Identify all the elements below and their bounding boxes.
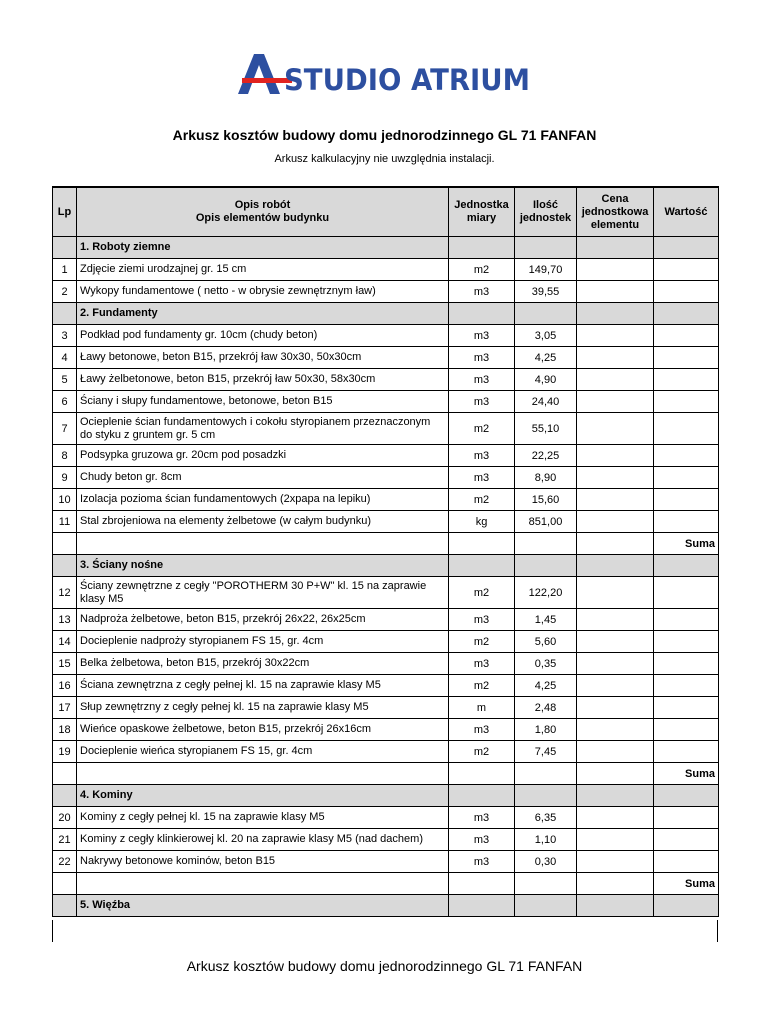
row-quantity: 0,35 (515, 653, 577, 675)
row-description: Zdjęcie ziemi urodzajnej gr. 15 cm (77, 259, 449, 281)
table-row (53, 697, 719, 719)
row-number: 22 (53, 851, 77, 873)
table-row (53, 577, 719, 609)
document-subtitle: Arkusz kalkulacyjny nie uwzględnia instalacji. (274, 153, 495, 165)
row-quantity: 7,45 (515, 741, 577, 763)
section-qty-cell (515, 303, 577, 325)
row-unit: m2 (449, 741, 515, 763)
subtotal-qty-cell (515, 873, 577, 895)
row-unit-price (577, 631, 654, 653)
row-value (654, 741, 719, 763)
row-quantity: 1,80 (515, 719, 577, 741)
row-unit: m3 (449, 719, 515, 741)
row-quantity: 3,05 (515, 325, 577, 347)
table-row (53, 281, 719, 303)
table-row (53, 675, 719, 697)
row-unit: m2 (449, 259, 515, 281)
table-row (53, 609, 719, 631)
section-header-row (53, 303, 719, 325)
table-row (53, 851, 719, 873)
row-number: 19 (53, 741, 77, 763)
section-value-cell (654, 237, 719, 259)
subtotal-label: Suma (654, 533, 719, 555)
row-number: 4 (53, 347, 77, 369)
row-quantity: 4,90 (515, 369, 577, 391)
section-header-row (53, 237, 719, 259)
row-value (654, 467, 719, 489)
row-quantity: 8,90 (515, 467, 577, 489)
row-description: Kominy z cegły klinkierowej kl. 20 na zaprawie klasy M5 (nad dachem) (77, 829, 449, 851)
header-unit (449, 187, 515, 237)
logo-graphic (238, 52, 538, 96)
row-unit-price (577, 391, 654, 413)
row-value (654, 829, 719, 851)
row-unit: m2 (449, 675, 515, 697)
row-unit: kg (449, 511, 515, 533)
section-title: 5. Więźba (77, 895, 449, 917)
row-value (654, 609, 719, 631)
logo-a-mark (238, 54, 280, 94)
row-unit: m (449, 697, 515, 719)
table-row (53, 511, 719, 533)
row-quantity: 1,45 (515, 609, 577, 631)
subtotal-row (53, 763, 719, 785)
section-title: 4. Kominy (77, 785, 449, 807)
section-lp-cell (53, 303, 77, 325)
row-unit: m3 (449, 609, 515, 631)
table-row (53, 631, 719, 653)
section-title: 2. Fundamenty (77, 303, 449, 325)
row-value (654, 631, 719, 653)
section-header-row (53, 895, 719, 917)
section-header-row (53, 555, 719, 577)
row-value (654, 369, 719, 391)
table-body (53, 237, 719, 917)
table-row (53, 719, 719, 741)
logo-text: STUDIO ATRIUM (284, 63, 530, 96)
section-unit-cell (449, 895, 515, 917)
row-number: 13 (53, 609, 77, 631)
table-row (53, 347, 719, 369)
section-unit-cell (449, 237, 515, 259)
table-row (53, 741, 719, 763)
row-value (654, 391, 719, 413)
section-unit-cell (449, 555, 515, 577)
table-row (53, 259, 719, 281)
row-description: Słup zewnętrzny z cegły pełnej kl. 15 na zaprawie klasy M5 (77, 697, 449, 719)
section-lp-cell (53, 785, 77, 807)
header-quantity-line2: jednostek (519, 212, 572, 224)
row-number: 16 (53, 675, 77, 697)
row-unit: m3 (449, 807, 515, 829)
row-quantity: 22,25 (515, 445, 577, 467)
row-number: 7 (53, 413, 77, 445)
row-quantity: 39,55 (515, 281, 577, 303)
row-number: 12 (53, 577, 77, 609)
section-lp-cell (53, 555, 77, 577)
row-unit: m3 (449, 467, 515, 489)
row-unit-price (577, 325, 654, 347)
row-unit: m3 (449, 829, 515, 851)
row-quantity: 4,25 (515, 675, 577, 697)
header-value: Wartość (654, 187, 719, 237)
subtotal-lp-cell (53, 763, 77, 785)
section-value-cell (654, 555, 719, 577)
table-row (53, 325, 719, 347)
row-quantity: 6,35 (515, 807, 577, 829)
row-number: 18 (53, 719, 77, 741)
subtotal-label: Suma (654, 763, 719, 785)
row-unit: m3 (449, 347, 515, 369)
row-value (654, 325, 719, 347)
row-value (654, 445, 719, 467)
row-unit: m3 (449, 369, 515, 391)
row-description: Belka żelbetowa, beton B15, przekrój 30x22cm (77, 653, 449, 675)
row-number: 21 (53, 829, 77, 851)
row-number: 14 (53, 631, 77, 653)
row-quantity: 1,10 (515, 829, 577, 851)
row-value (654, 577, 719, 609)
row-unit-price (577, 413, 654, 445)
subtotal-unit-cell (449, 533, 515, 555)
subtotal-desc-cell (77, 763, 449, 785)
header-quantity-line1: Ilość (532, 199, 559, 211)
row-unit-price (577, 489, 654, 511)
row-quantity: 2,48 (515, 697, 577, 719)
row-unit-price (577, 511, 654, 533)
row-unit: m3 (449, 281, 515, 303)
section-price-cell (577, 895, 654, 917)
subtotal-price-cell (577, 763, 654, 785)
row-number: 15 (53, 653, 77, 675)
row-unit: m3 (449, 391, 515, 413)
row-number: 17 (53, 697, 77, 719)
row-number: 8 (53, 445, 77, 467)
document-title: Arkusz kosztów budowy domu jednorodzinnego GL 71 FANFAN (172, 127, 597, 143)
header-unit-line2: miary (466, 212, 497, 224)
row-description: Chudy beton gr. 8cm (77, 467, 449, 489)
section-lp-cell (53, 895, 77, 917)
section-header-row (53, 785, 719, 807)
row-description: Izolacja pozioma ścian fundamentowych (2xpapa na lepiku) (77, 489, 449, 511)
row-number: 2 (53, 281, 77, 303)
row-unit: m2 (449, 489, 515, 511)
row-description: Kominy z cegły pełnej kl. 15 na zaprawie klasy M5 (77, 807, 449, 829)
row-description: Ściany i słupy fundamentowe, betonowe, beton B15 (77, 391, 449, 413)
header-quantity (515, 187, 577, 237)
row-value (654, 511, 719, 533)
row-value (654, 347, 719, 369)
row-unit-price (577, 347, 654, 369)
row-unit-price (577, 697, 654, 719)
page-footer: Arkusz kosztów budowy domu jednorodzinnego GL 71 FANFAN (186, 958, 583, 974)
table-row (53, 369, 719, 391)
header-description-line1: Opis robót (234, 199, 291, 211)
table-continuation (52, 920, 718, 942)
row-quantity: 55,10 (515, 413, 577, 445)
section-value-cell (654, 785, 719, 807)
header-description-line2: Opis elementów budynku (195, 212, 330, 224)
subtotal-lp-cell (53, 873, 77, 895)
row-description: Ściana zewnętrzna z cegły pełnej kl. 15 na zaprawie klasy M5 (77, 675, 449, 697)
row-description: Podkład pod fundamenty gr. 10cm (chudy beton) (77, 325, 449, 347)
section-lp-cell (53, 237, 77, 259)
row-value (654, 675, 719, 697)
header-description (77, 187, 449, 237)
row-description: Stal zbrojeniowa na elementy żelbetowe (w całym budynku) (77, 511, 449, 533)
row-quantity: 851,00 (515, 511, 577, 533)
section-qty-cell (515, 785, 577, 807)
table-row (53, 445, 719, 467)
section-qty-cell (515, 555, 577, 577)
studio-atrium-logo (238, 52, 538, 96)
row-quantity: 122,20 (515, 577, 577, 609)
header-lp: Lp (53, 187, 77, 237)
row-value (654, 489, 719, 511)
row-unit: m2 (449, 577, 515, 609)
row-description: Ławy żelbetonowe, beton B15, przekrój ław 50x30, 58x30cm (77, 369, 449, 391)
table-header-row (53, 187, 719, 237)
section-unit-cell (449, 785, 515, 807)
subtotal-price-cell (577, 533, 654, 555)
row-unit-price (577, 741, 654, 763)
row-unit-price (577, 609, 654, 631)
row-description: Podsypka gruzowa gr. 20cm pod posadzki (77, 445, 449, 467)
row-unit-price (577, 675, 654, 697)
section-price-cell (577, 555, 654, 577)
row-unit-price (577, 829, 654, 851)
row-unit: m2 (449, 413, 515, 445)
row-unit-price (577, 445, 654, 467)
section-value-cell (654, 895, 719, 917)
subtotal-row (53, 533, 719, 555)
section-price-cell (577, 785, 654, 807)
row-quantity: 5,60 (515, 631, 577, 653)
row-unit: m3 (449, 445, 515, 467)
header-unit-price-line3: elementu (590, 218, 640, 231)
section-unit-cell (449, 303, 515, 325)
row-description: Nakrywy betonowe kominów, beton B15 (77, 851, 449, 873)
subtotal-desc-cell (77, 873, 449, 895)
row-number: 3 (53, 325, 77, 347)
row-value (654, 807, 719, 829)
row-value (654, 851, 719, 873)
section-price-cell (577, 237, 654, 259)
row-unit: m3 (449, 653, 515, 675)
table-row (53, 413, 719, 445)
section-qty-cell (515, 237, 577, 259)
row-description: Ściany zewnętrzne z cegły "POROTHERM 30 P+W" kl. 15 na zaprawie klasy M5 (77, 577, 449, 609)
table-row (53, 829, 719, 851)
header-unit-price-line1: Cena (601, 192, 629, 205)
row-unit-price (577, 281, 654, 303)
header-unit-price (577, 187, 654, 237)
header-unit-price-line2: jednostkowa (581, 205, 649, 218)
section-value-cell (654, 303, 719, 325)
row-quantity: 149,70 (515, 259, 577, 281)
subtotal-row (53, 873, 719, 895)
subtotal-unit-cell (449, 873, 515, 895)
row-description: Docieplenie nadproży styropianem FS 15, gr. 4cm (77, 631, 449, 653)
row-description: Docieplenie wieńca styropianem FS 15, gr. 4cm (77, 741, 449, 763)
row-number: 20 (53, 807, 77, 829)
row-value (654, 697, 719, 719)
row-value (654, 259, 719, 281)
subtotal-price-cell (577, 873, 654, 895)
row-description: Wieńce opaskowe żelbetowe, beton B15, przekrój 26x16cm (77, 719, 449, 741)
row-unit-price (577, 719, 654, 741)
section-price-cell (577, 303, 654, 325)
row-unit-price (577, 851, 654, 873)
row-quantity: 0,30 (515, 851, 577, 873)
row-unit: m2 (449, 631, 515, 653)
row-number: 10 (53, 489, 77, 511)
row-unit-price (577, 467, 654, 489)
section-title: 3. Ściany nośne (77, 555, 449, 577)
table-row (53, 653, 719, 675)
row-value (654, 719, 719, 741)
row-unit: m3 (449, 851, 515, 873)
header-unit-line1: Jednostka (454, 199, 509, 211)
row-unit-price (577, 653, 654, 675)
row-unit-price (577, 369, 654, 391)
row-quantity: 4,25 (515, 347, 577, 369)
row-number: 9 (53, 467, 77, 489)
row-quantity: 24,40 (515, 391, 577, 413)
row-unit-price (577, 807, 654, 829)
subtotal-unit-cell (449, 763, 515, 785)
row-unit-price (577, 259, 654, 281)
row-value (654, 653, 719, 675)
subtotal-lp-cell (53, 533, 77, 555)
subtotal-desc-cell (77, 533, 449, 555)
row-description: Nadproża żelbetowe, beton B15, przekrój 26x22, 26x25cm (77, 609, 449, 631)
row-number: 11 (53, 511, 77, 533)
row-number: 1 (53, 259, 77, 281)
table-row (53, 391, 719, 413)
table-row (53, 489, 719, 511)
row-number: 5 (53, 369, 77, 391)
cost-table (52, 186, 719, 917)
section-qty-cell (515, 895, 577, 917)
row-value (654, 281, 719, 303)
table-row (53, 807, 719, 829)
subtotal-qty-cell (515, 763, 577, 785)
subtotal-qty-cell (515, 533, 577, 555)
row-description: Wykopy fundamentowe ( netto - w obrysie zewnętrznym ław) (77, 281, 449, 303)
row-unit-price (577, 577, 654, 609)
row-unit: m3 (449, 325, 515, 347)
row-quantity: 15,60 (515, 489, 577, 511)
section-title: 1. Roboty ziemne (77, 237, 449, 259)
subtotal-label: Suma (654, 873, 719, 895)
row-description: Ocieplenie ścian fundamentowych i cokołu styropianem przeznaczonym do styku z gruntem gr. 5 cm (77, 413, 449, 445)
row-value (654, 413, 719, 445)
row-number: 6 (53, 391, 77, 413)
table-row (53, 467, 719, 489)
row-description: Ławy betonowe, beton B15, przekrój ław 30x30, 50x30cm (77, 347, 449, 369)
